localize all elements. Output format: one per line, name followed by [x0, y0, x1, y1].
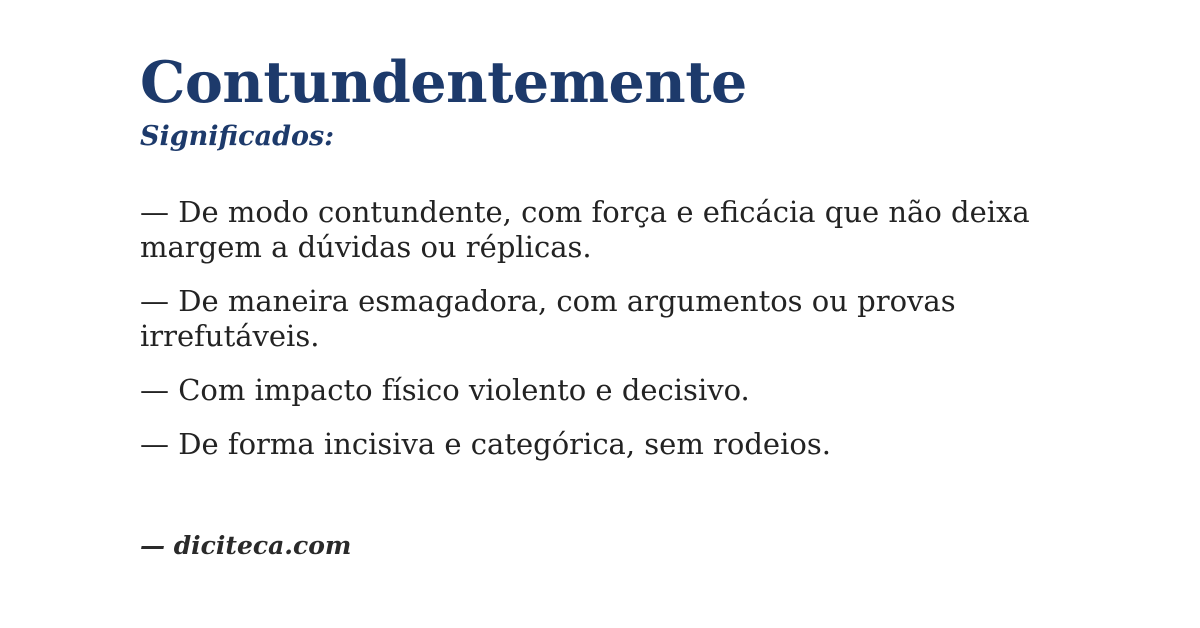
meanings-label: Significados:	[140, 120, 335, 152]
source-attribution: — diciteca.com	[140, 531, 352, 560]
definition-item: — Com impacto físico violento e decisivo.	[140, 373, 750, 408]
word-title: Contundentemente	[140, 49, 747, 116]
definition-item: — De modo contundente, com força e eficácia que não deixa margem a dúvidas ou réplicas.	[140, 195, 1030, 265]
definition-item: — De forma incisiva e categórica, sem rodeios.	[140, 427, 831, 462]
definitions-list	[140, 195, 1090, 462]
definition-item: — De maneira esmagadora, com argumentos ou provas irrefutáveis.	[140, 284, 956, 354]
